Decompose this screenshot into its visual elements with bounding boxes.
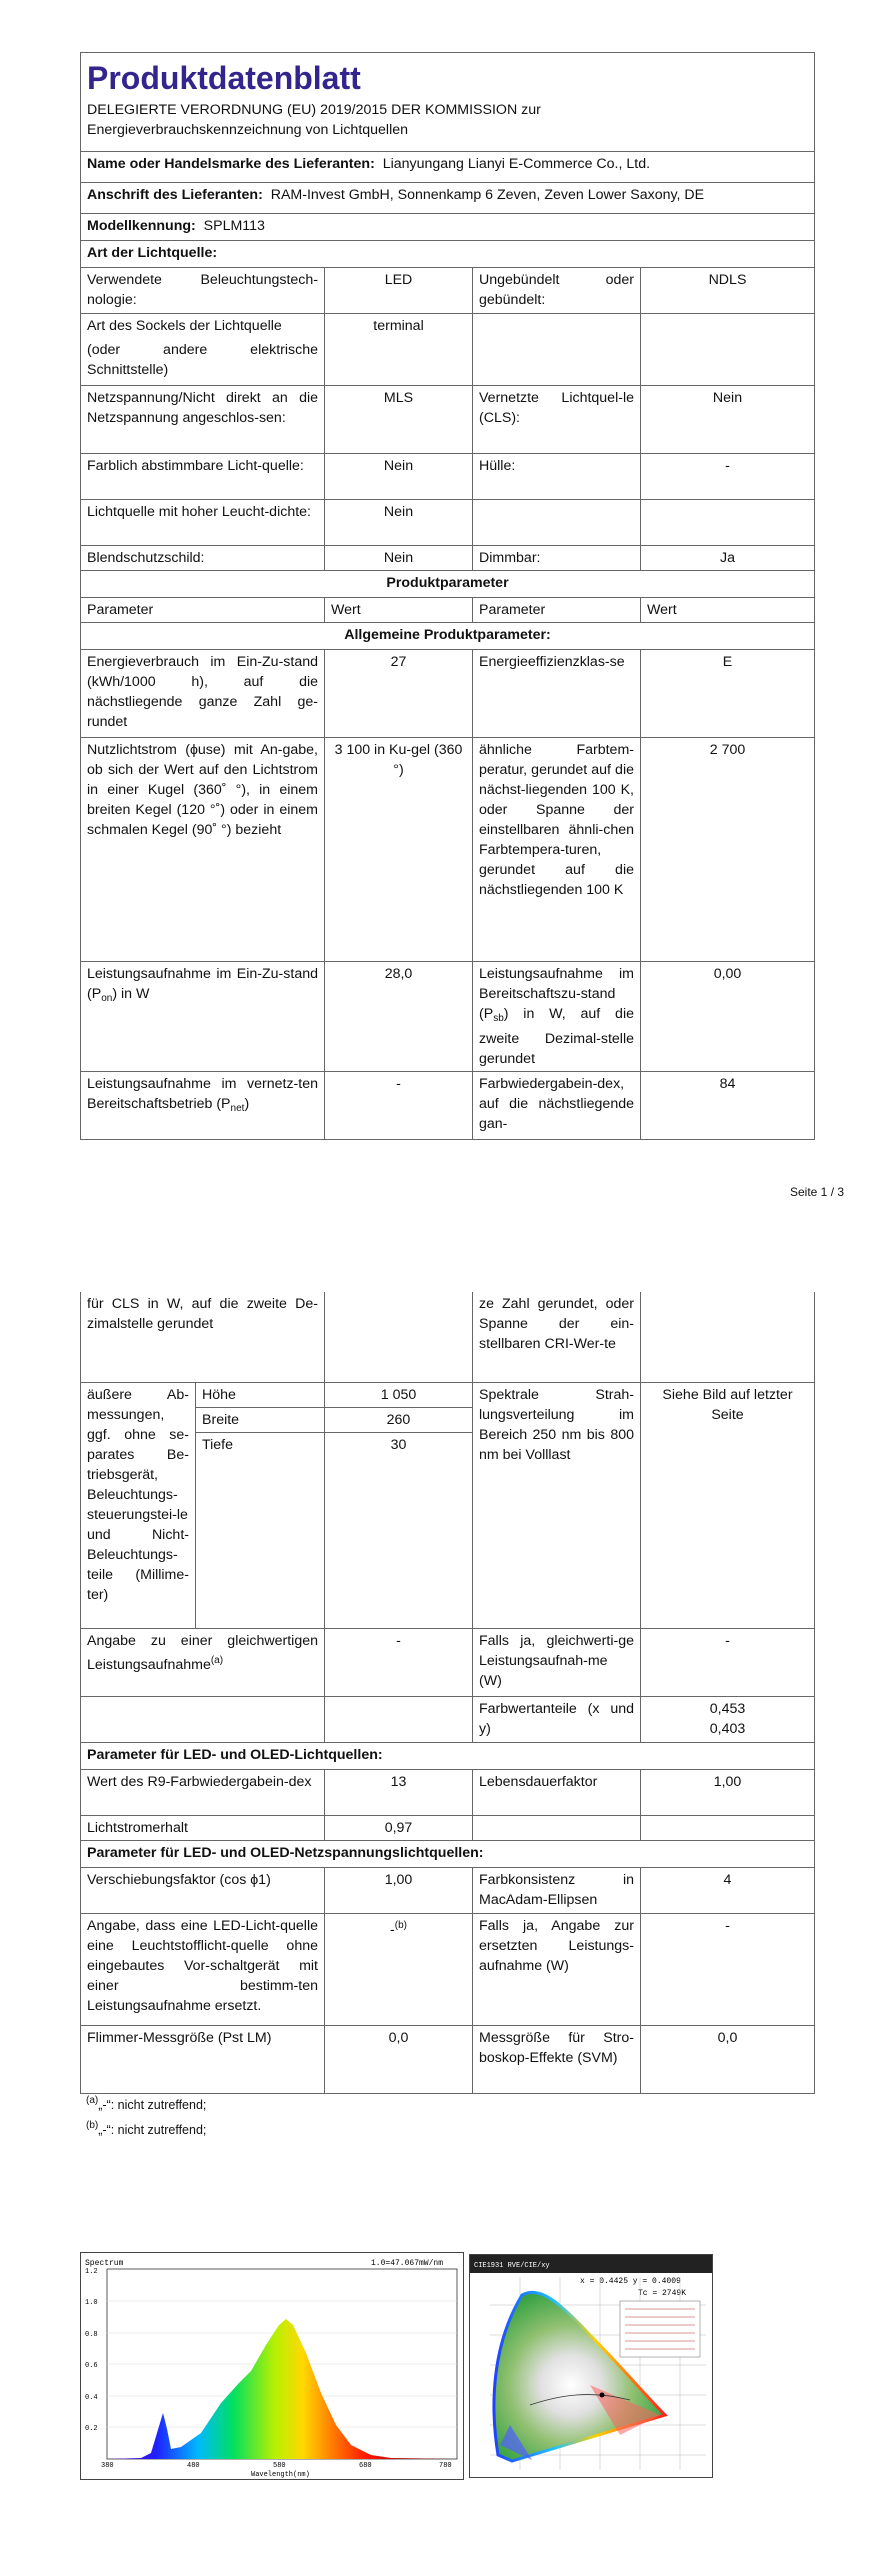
flicker-label: Flimmer-Messgröße (Pst LM) xyxy=(81,2026,325,2094)
spectrum-x-ticks xyxy=(101,2462,452,2470)
mains-value: MLS xyxy=(325,386,473,454)
connected-label: Vernetzte Lichtquel-le (CLS): xyxy=(473,386,641,454)
dimmable-label: Dimmbar: xyxy=(473,546,641,571)
bundled-value: NDLS xyxy=(641,268,815,314)
replace-label: Angabe, dass eine LED-Licht-quelle eine Leuchtstofflicht-quelle ohne eingebautes Vor-schaltgerät mit einer bestimm-ten Leistungsaufnahme ersetzt. xyxy=(81,1914,325,2026)
cri-label: Farbwiedergabein-dex, auf die nächstliegende gan- xyxy=(473,1072,641,1140)
connected-value: Nein xyxy=(641,386,815,454)
cct-label: ähnliche Farbtem-peratur, gerundet auf die nächst-liegenden 100 K, oder Spanne der einstellbaren ähnli-chen Farbtempera-turen, gerundet auf die nächstliegenden 100 K xyxy=(473,738,641,962)
tunable-value: Nein xyxy=(325,454,473,500)
envelope-label: Hülle: xyxy=(473,454,641,500)
pon-label: Leistungsaufnahme im Ein-Zu-stand $(P_{on})$ in W xyxy=(81,962,325,1072)
maintenance-value: 0,97 xyxy=(325,1816,473,1841)
equiv-power-value: - xyxy=(641,1629,815,1697)
spectrum-curve xyxy=(107,2319,457,2459)
height-label: Höhe xyxy=(196,1382,325,1407)
pon-value: 28,0 xyxy=(325,962,473,1072)
datasheet-table-2 xyxy=(80,1292,815,2094)
life-label: Lebensdauerfaktor xyxy=(473,1770,641,1816)
luminance-value: Nein xyxy=(325,500,473,546)
pnet-label: Leistungsaufnahme im vernetz-ten Bereitschaftsbetrieb $(P_{net})$ xyxy=(81,1072,325,1140)
replace-value: -$^{(b)}$ xyxy=(325,1914,473,2026)
height-value: 1 050 xyxy=(325,1382,473,1407)
cie-title: CIE1931 RVE/CIE/xy xyxy=(474,2262,550,2270)
energy-label: Energieverbrauch im Ein-Zu-stand (kWh/1000 h), auf die nächstliegende ganze Zahl ge-rundet xyxy=(81,650,325,738)
tech-value: LED xyxy=(325,268,473,314)
product-params-heading: Produktparameter xyxy=(81,571,815,598)
x-tick: 480 xyxy=(187,2462,200,2470)
luminance-label: Lichtquelle mit hoher Leucht-dichte: xyxy=(81,500,325,546)
psb-value: 0,00 xyxy=(641,962,815,1072)
cie-cct: Tc = 2749K xyxy=(638,2289,687,2298)
flux-value: 3 100 in Ku-gel (360 °) xyxy=(325,738,473,962)
replace-power-label: Falls ja, Angabe zur ersetzten Leistungs-aufnahme (W) xyxy=(473,1914,641,2026)
socket-label: Art des Sockels der Lichtquelle xyxy=(87,318,282,334)
cie-figure xyxy=(469,2254,713,2478)
y-tick: 1.0 xyxy=(85,2299,98,2307)
spectrum-x-label: Wavelength(nm) xyxy=(251,2471,310,2479)
cie-legend-box xyxy=(620,2301,700,2357)
cct-value: 2 700 xyxy=(641,738,815,962)
x-tick: 580 xyxy=(273,2462,286,2470)
x-tick: 780 xyxy=(439,2462,452,2470)
spd-label: Spektrale Strah-lungsverteilung im Bereich 250 nm bis 800 nm bei Volllast xyxy=(473,1382,641,1629)
supplier-name-label: Name oder Handelsmarke des Lieferanten: xyxy=(87,156,375,172)
chroma-label: Farbwertanteile (x und y) xyxy=(473,1697,641,1743)
envelope-value: - xyxy=(641,454,815,500)
equiv-value: - xyxy=(325,1629,473,1697)
col-param-header: Parameter xyxy=(81,598,325,623)
consistency-value: 4 xyxy=(641,1868,815,1914)
spectrum-figure xyxy=(80,2252,464,2480)
pnet-value: - xyxy=(325,1072,473,1140)
page-number: Seite 1 / 3 xyxy=(790,1185,845,1199)
dimensions-label: äußere Ab-messungen, ggf. ohne se-parates Be-triebsgerät, Beleuchtungs-steuerungstei-le und Nicht-Beleuchtungs-teile (Millime-ter) xyxy=(81,1382,196,1629)
eclass-value: E xyxy=(641,650,815,738)
power-factor-label: Verschiebungsfaktor (cos ϕ1) xyxy=(81,1868,325,1914)
dimmable-value: Ja xyxy=(641,546,815,571)
model-value: SPLM113 xyxy=(203,218,265,234)
page-title: Produktdatenblatt xyxy=(87,60,361,96)
stroboscopic-label: Messgröße für Stro-boskop-Effekte (SVM) xyxy=(473,2026,641,2094)
footnote-a: $^{(a)}$„-“: nicht zutreffend; xyxy=(86,2095,207,2112)
mains-label: Netzspannung/Nicht direkt an die Netzspannung angeschlos-sen: xyxy=(81,386,325,454)
spectrum-title: Spectrum xyxy=(85,2259,124,2268)
consistency-label: Farbkonsistenz in MacAdam-Ellipsen xyxy=(473,1868,641,1914)
supplier-address-label: Anschrift des Lieferanten: xyxy=(87,187,263,203)
glare-label: Blendschutzschild: xyxy=(81,546,325,571)
spd-value: Siehe Bild auf letzter Seite xyxy=(641,1382,815,1629)
cie-measured-point xyxy=(600,2393,605,2398)
y-tick: 0.8 xyxy=(85,2331,98,2339)
col-param2-header: Parameter xyxy=(473,598,641,623)
width-label: Breite xyxy=(196,1407,325,1432)
led-heading: Parameter für LED- und OLED-Lichtquellen: xyxy=(81,1743,815,1770)
replace-power-value: - xyxy=(641,1914,815,2026)
footnote-b: $^{(b)}$„-“: nicht zutreffend; xyxy=(86,2120,207,2137)
datasheet-page-1 xyxy=(80,52,814,1140)
psb-label: Leistungsaufnahme im Bereitschaftszu-stand $(P_{sb})$ in W, auf die zweite Dezimal-stelle gerundet xyxy=(473,962,641,1072)
cri-label-cont: ze Zahl gerundet, oder Spanne der ein-stellbaren CRI-Wer-te xyxy=(473,1292,641,1382)
power-factor-value: 1,00 xyxy=(325,1868,473,1914)
model-label: Modellkennung: xyxy=(87,218,196,234)
cie-coordinates: x = 0.4425 y = 0.4009 xyxy=(580,2277,681,2286)
pnet-label-cont: für CLS in W, auf die zweite De-zimalstelle gerundet xyxy=(81,1292,325,1382)
chroma-y: 0,403 xyxy=(709,1721,746,1737)
glare-value: Nein xyxy=(325,546,473,571)
regulation-text: DELEGIERTE VERORDNUNG (EU) 2019/2015 DER KOMMISSION zur Energieverbrauchskennzeichnung von Lichtquellen xyxy=(87,102,541,138)
flicker-value: 0,0 xyxy=(325,2026,473,2094)
stroboscopic-value: 0,0 xyxy=(641,2026,815,2094)
y-tick: 0.6 xyxy=(85,2362,98,2370)
energy-value: 27 xyxy=(325,650,473,738)
maintenance-label: Lichtstromerhalt xyxy=(81,1816,325,1841)
cri-value: 84 xyxy=(641,1072,815,1140)
type-heading: Art der Lichtquelle: xyxy=(81,241,815,268)
spectrum-y-ticks xyxy=(85,2268,98,2433)
datasheet-table-1 xyxy=(80,52,815,1140)
r9-label: Wert des R9-Farbwiedergabein-dex xyxy=(81,1770,325,1816)
tech-label: Verwendete Beleuchtungstech-nologie: xyxy=(81,268,325,314)
chroma-x: 0,453 xyxy=(709,1701,746,1717)
depth-label: Tiefe xyxy=(196,1432,325,1457)
equiv-label: Angabe zu einer gleichwertigen Leistungsaufnahme$^{(a)}$ xyxy=(81,1629,325,1697)
x-tick: 380 xyxy=(101,2462,114,2470)
eclass-label: Energieeffizienzklas-se xyxy=(473,650,641,738)
cie-chart xyxy=(470,2255,712,2477)
chroma-values xyxy=(641,1697,815,1743)
spectrum-header: 1.0=47.067mW/nm xyxy=(371,2259,444,2268)
spectrum-chart xyxy=(81,2253,463,2479)
depth-value: 30 xyxy=(325,1432,473,1457)
width-value: 260 xyxy=(325,1407,473,1432)
datasheet-page-2 xyxy=(80,1292,814,2094)
y-tick: 0.4 xyxy=(85,2394,98,2402)
r9-value: 13 xyxy=(325,1770,473,1816)
socket-label-note: (oder andere elektrische Schnittstelle) xyxy=(87,342,318,378)
life-value: 1,00 xyxy=(641,1770,815,1816)
mains-heading: Parameter für LED- und OLED-Netzspannungslichtquellen: xyxy=(81,1841,815,1868)
supplier-address-value: RAM-Invest GmbH, Sonnenkamp 6 Zeven, Zeven Lower Saxony, DE xyxy=(270,187,705,203)
y-tick: 0.2 xyxy=(85,2425,98,2433)
col-value2-header: Wert xyxy=(641,598,815,623)
bundled-label: Ungebündelt oder gebündelt: xyxy=(473,268,641,314)
x-tick: 680 xyxy=(359,2462,372,2470)
equiv-power-label: Falls ja, gleichwerti-ge Leistungsaufnah-me (W) xyxy=(473,1629,641,1697)
socket-value: terminal xyxy=(325,314,473,386)
y-tick: 1.2 xyxy=(85,2268,98,2276)
tunable-label: Farblich abstimmbare Licht-quelle: xyxy=(81,454,325,500)
flux-label: Nutzlichtstrom (ϕuse) mit An-gabe, ob sich der Wert auf den Lichtstrom in einer Kugel (360˚ °), in einem breiten Kegel (120 °˚) oder in einem schmalen Kegel (90˚ °) bezieht xyxy=(81,738,325,962)
supplier-name-value: Lianyungang Lianyi E-Commerce Co., Ltd. xyxy=(382,156,651,172)
general-heading: Allgemeine Produktparameter: xyxy=(81,623,815,650)
col-value-header: Wert xyxy=(325,598,473,623)
